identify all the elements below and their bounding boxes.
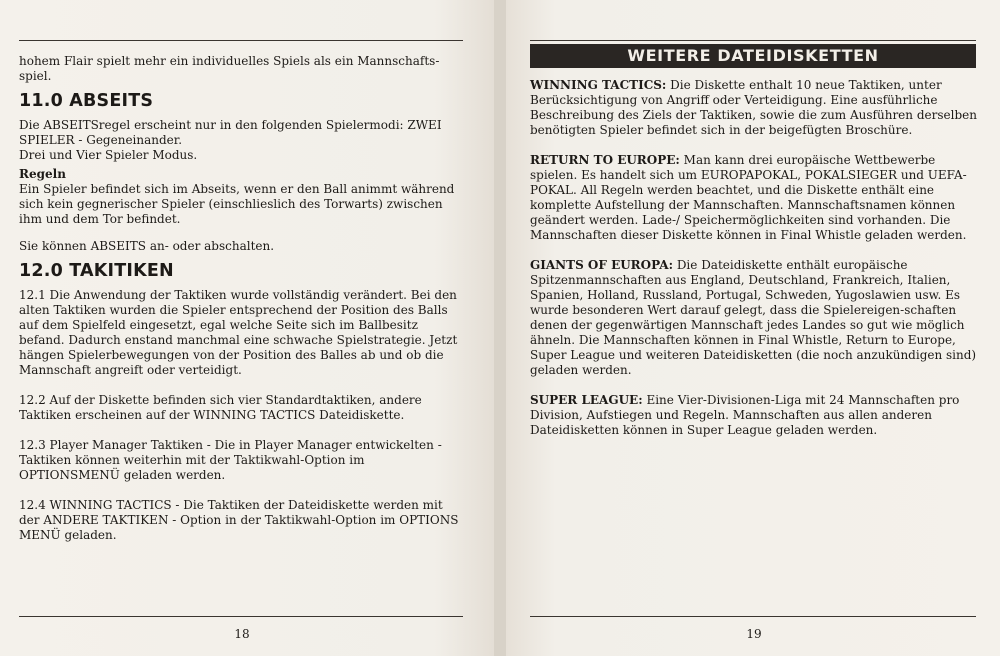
page-number: 18	[234, 627, 250, 641]
taktiken-paragraph-3: 12.3 Player Manager Taktiken - Die in Player Manager entwickelten -Taktiken können weiterhin mit der Taktikwahl-Option im OPTIONSMENÜ geladen werden.	[19, 438, 442, 482]
taktiken-paragraph-4: 12.4 WINNING TACTICS - Die Taktiken der Dateidiskette werden mit der ANDERE TAKTIKEN - Option in der Taktikwahl-Option im OPTIONS MENÜ geladen.	[19, 498, 459, 542]
entry-title: SUPER LEAGUE:	[530, 393, 643, 407]
top-rule	[530, 40, 976, 41]
entry-title: WINNING TACTICS:	[530, 78, 667, 92]
intro-text: hohem Flair spielt mehr ein individuelles Spiels als ein Mannschafts-spiel.	[19, 54, 440, 83]
entry-title: RETURN TO EUROPE:	[530, 153, 680, 167]
section-heading-taktiken: 12.0 TAKITIKEN	[19, 261, 174, 281]
bottom-rule	[530, 616, 976, 617]
abseits-paragraph-3: Ein Spieler befindet sich im Abseits, wenn er den Ball animmt während sich kein gegnerischer Spieler (einschlieslich des Torwarts) zwischen ihm und dem Tor befindet.	[19, 182, 455, 226]
entry-title: GIANTS OF EUROPA:	[530, 258, 673, 272]
entry-text: Man kann drei europäische Wettbewerbe spielen. Es handelt sich um EUROPAPOKAL, POKALSIEGER und UEFA-POKAL. All Regeln werden beachtet, und die Diskette enthält eine komplette Aufstellung der Mannschaften. Mannschaftsnamen können geändert werden. Lade-/ Speichermöglichkeiten sind vorhanden. Die Mannschaften dieser Diskette können in Final Whistle geladen werden.	[530, 153, 967, 242]
left-page-content	[19, 54, 464, 543]
section-banner: WEITERE DATEIDISKETTEN	[530, 44, 976, 68]
abseits-paragraph-1: Die ABSEITSregel erscheint nur in den folgenden Spielermodi: ZWEI SPIELER - Gegeneinander.	[19, 118, 442, 147]
section-heading-abseits: 11.0 ABSEITS	[19, 91, 154, 111]
right-page	[506, 0, 1000, 656]
taktiken-paragraph-2: 12.2 Auf der Diskette befinden sich vier Standardtaktiken, andere Taktiken erscheinen auf der WINNING TACTICS Dateidiskette.	[19, 393, 422, 422]
abseits-paragraph-4: Sie können ABSEITS an- oder abschalten.	[19, 239, 275, 253]
entry-super-league	[530, 393, 978, 438]
page-number: 19	[746, 627, 762, 641]
entry-giants-of-europa	[530, 258, 978, 378]
book-gutter	[494, 0, 506, 656]
entry-return-to-europe	[530, 153, 978, 243]
abseits-paragraph-2: Drei und Vier Spieler Modus.	[19, 148, 198, 162]
entry-text: Eine Vier-Divisionen-Liga mit 24 Mannschaften pro Division, Aufstiegen und Regeln. Mannschaften aus allen anderen Dateidisketten können in Super League geladen werden.	[530, 393, 960, 437]
top-rule	[19, 40, 463, 41]
bottom-rule	[19, 616, 463, 617]
taktiken-paragraph-1: 12.1 Die Anwendung der Taktiken wurde vollständig verändert. Bei den alten Taktiken wurden die Spieler entsprechend der Position des Balls auf dem Spielfeld eingesetzt, egal welche Seite sich im Ballbesitz befand. Dadurch enstand manchmal eine schwache Spielstrategie. Jetzt hängen Spielerbewegungen von der Position des Balles ab und ob die Mannschaft angreift oder verteidigt.	[19, 288, 458, 377]
right-page-content	[530, 78, 978, 438]
entry-winning-tactics	[530, 78, 978, 138]
entry-text: Die Dateidiskette enthält europäische Spitzenmannschaften aus England, Deutschland, Frankreich, Italien, Spanien, Holland, Russland, Portugal, Schweden, Yugoslawien usw. Es wurde besonderen Wert darauf gelegt, dass die Spielereigen-schaften denen der gegenwärtigen Mannschaft jedes Landes so gut wie möglich ähneln. Die Mannschaften können in Final Whistle, Return to Europe, Super League und weiteren Dateidisketten (die noch anzukündigen sind) geladen werden.	[530, 258, 977, 377]
entry-text: Die Diskette enthalt 10 neue Taktiken, unter Berücksichtigung von Angriff oder Verteidigung. Eine ausführliche Beschreibung des Ziels der Taktiken, sowie die zum Ausführen derselben benötigten Spieler befindet sich in der beigefügten Broschüre.	[530, 78, 977, 137]
subheading-regeln: Regeln	[19, 167, 66, 181]
left-page	[0, 0, 494, 656]
